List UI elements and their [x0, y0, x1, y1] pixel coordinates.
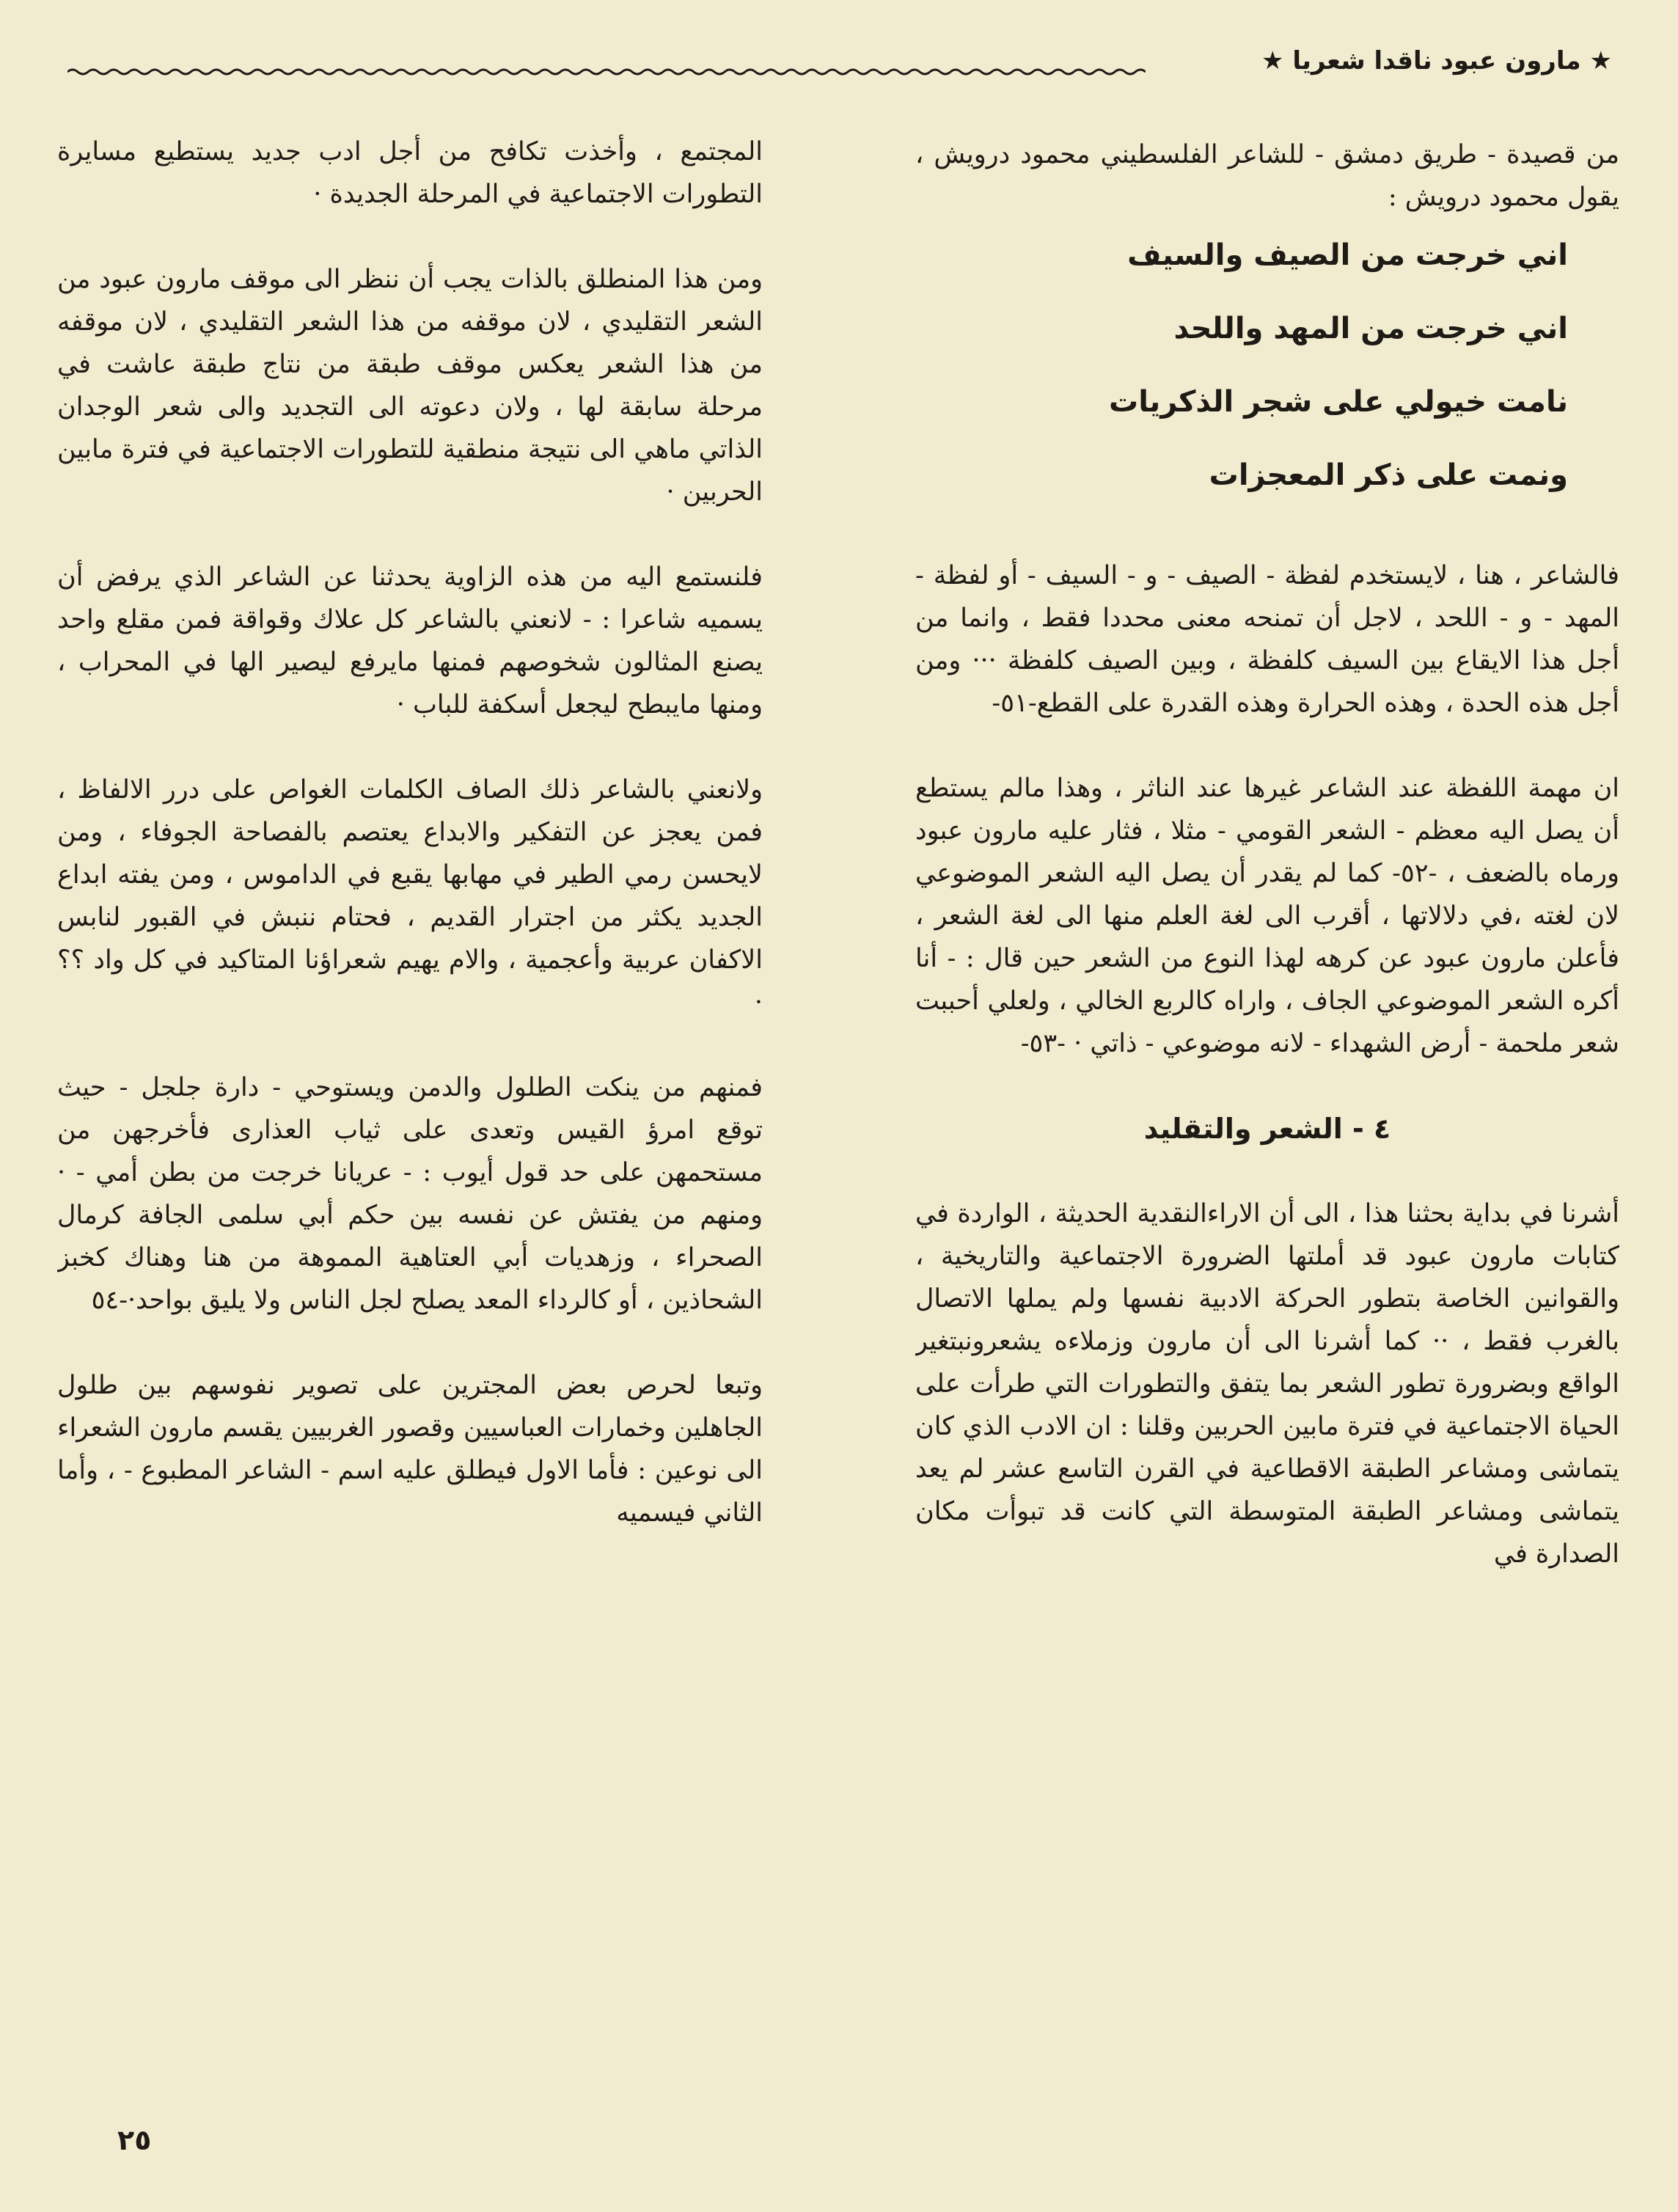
body-paragraph: وتبعا لحرص بعض المجترين على تصوير نفوسهم بين طلول الجاهلين وخمارات العباسيين وقصور الغربيين يقسم مارون الشعراء الى نوعين : فأما الاول فيطلق عليه اسم - الشاعر المطبوع - ، وأما الثاني فيسميه	[57, 1371, 763, 1528]
left-column	[57, 131, 763, 2081]
body-paragraph: ومن هذا المنطلق بالذات يجب أن ننظر الى موقف مارون عبود من الشعر التقليدي ، لان موقفه من هذا الشعر التقليدي ، لان موقفه من هذا الشعر يعكس موقف طبقة من نتاج طبقة عاشت في مرحلة سابقة لها ، ولان دعوته الى التجديد والى شعر الوجدان الذاتي ماهي الى نتيجة منطقية للتطورات الاجتماعية في فترة مابين الحربين ·	[57, 265, 763, 507]
star-icon: ★	[1261, 46, 1284, 76]
running-header-title: مارون عبود ناقدا شعريا	[1292, 46, 1581, 76]
header-rule	[67, 67, 1146, 76]
body-paragraph: ولانعني بالشاعر ذلك الصاف الكلمات الغواص على درر الالفاظ ، فمن يعجز عن التفكير والابداع يعتصم بالفصاحة الجوفاء ، ومن لايحسن رمي الطير في مهابها يقبع في الداموس ، ومن يفته ابداع الجديد يكثر من اجترار القديم ، فحتام ننبش في القبور لنابس الاكفان عربية وأعجمية ، والام يهيم شعراؤنا المتاكيد في كل واد ؟؟ ·	[57, 775, 763, 1017]
poem-line: اني خرجت من المهد واللحد	[1173, 312, 1568, 345]
body-paragraph: فلنستمع اليه من هذه الزاوية يحدثنا عن الشاعر الذي يرفض أن يسميه شاعرا : - لانعني بالشاعر كل علاك وقواقة فمن مقلع واحد يصنع المثالون شخوصهم فمنها مايرفع ليصير الها في المحراب ، ومنها مايبطح ليجعل أسكفة للباب ·	[57, 563, 763, 719]
star-icon: ★	[1589, 46, 1612, 76]
page-number: ٢٥	[117, 2124, 152, 2156]
poem-line: اني خرجت من الصيف والسيف	[1127, 238, 1568, 272]
section-heading: ٤ - الشعر والتقليد	[1143, 1113, 1391, 1145]
right-column	[915, 133, 1619, 2099]
body-paragraph: المجتمع ، وأخذت تكافح من أجل ادب جديد يستطيع مسايرة التطورات الاجتماعية في المرحلة الجديدة ·	[57, 137, 763, 209]
poem-line: ونمت على ذكر المعجزات	[1209, 458, 1568, 492]
body-paragraph: أشرنا في بداية بحثنا هذا ، الى أن الاراءالنقدية الحديثة ، الواردة في كتابات مارون عبود قد أملتها الضرورة الاجتماعية والتاريخية ، والقوانين الخاصة بتطور الحركة الادبية نفسها ولم يملها الاتصال بالغرب فقط ، ·· كما أشرنا الى أن مارون وزملاءه يشعرونبتغير الواقع وبضرورة تطور الشعر بما يتفق والتطورات التي طرأت على الحياة الاجتماعية في فترة مابين الحربين وقلنا : ان الادب الذي كان يتماشى ومشاعر الطبقة الاقطاعية في القرن التاسع عشر لم يعد يتماشى ومشاعر الطبقة المتوسطة التي كانت قد تبوأت مكان الصدارة في	[915, 1199, 1619, 1569]
body-paragraph: فالشاعر ، هنا ، لايستخدم لفظة - الصيف - و - السيف - أو لفظة - المهد - و - اللحد ، لاجل أن تمنحه معنى محددا فقط ، وانما من أجل هذا الايقاع بين السيف كلفظة ، وبين الصيف كلفظة ··· ومن أجل هذه الحدة ، وهذه الحرارة وهذه القدرة على القطع-٥١-	[915, 561, 1619, 718]
poem-block	[915, 219, 1568, 512]
intro-paragraph: من قصيدة - طريق دمشق - للشاعر الفلسطيني محمود درويش ، يقول محمود درويش :	[915, 140, 1619, 212]
body-paragraph: ان مهمة اللفظة عند الشاعر غيرها عند الناثر ، وهذا مالم يستطع أن يصل اليه معظم - الشعر القومي - مثلا ، فثار عليه مارون عبود ورماه بالضعف ، -٥٢- كما لم يقدر أن يصل اليه الشعر الموضوعي لان لغته ،في دلالاتها ، أقرب الى لغة العلم منها الى لغة الشعر ، فأعلن مارون عبود عن كرهه لهذا النوع من الشعر حين قال : - أنا أكره الشعر الموضوعي الجاف ، واراه كالربع الخالي ، ولعلي أحببت شعر ملحمة - أرض الشهداء - لانه موضوعي - ذاتي · -٥٣-	[915, 774, 1619, 1058]
poem-line: نامت خيولي على شجر الذكريات	[1109, 385, 1568, 419]
body-paragraph: فمنهم من ينكت الطلول والدمن ويستوحي - دارة جلجل - حيث توقع امرؤ القيس وتعدى على ثياب العذارى فأخرجهن من مستحمهن على حد قول أيوب : - عريانا خرجت من بطن أمي - · ومنهم من يفتش عن نفسه بين حكم أبي سلمى الجافة كرمال الصحراء ، وزهديات أبي العتاهية المموهة من هنا وهناك كخبز الشحاذين ، أو كالرداء المعد يصلح لجل الناس ولا يليق بواحد·-٥٤	[57, 1073, 763, 1315]
